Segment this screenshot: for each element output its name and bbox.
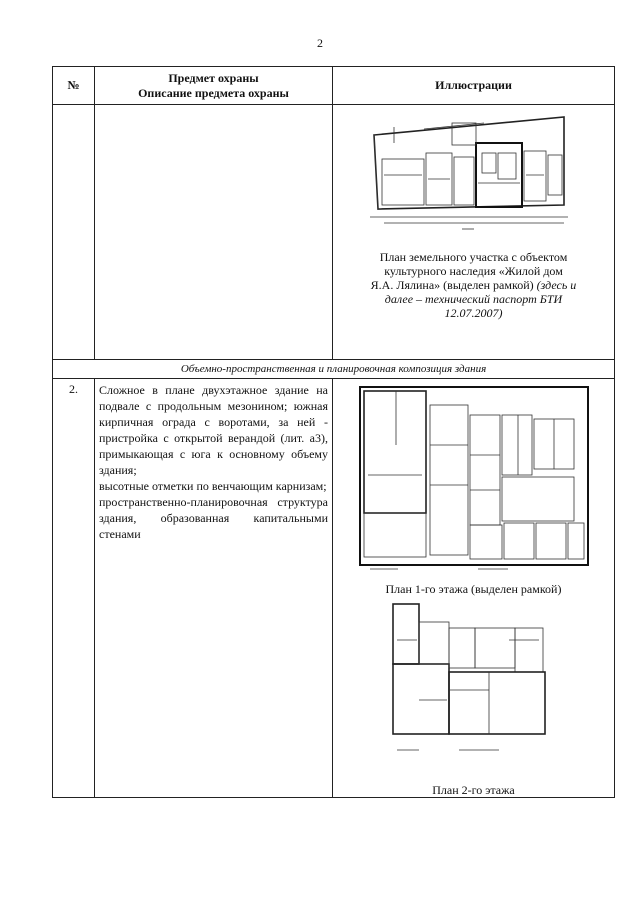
land-plot-caption-line3: Я.А. Лялина» (выделен рамкой) bbox=[370, 278, 534, 292]
row2-description-cell bbox=[95, 379, 333, 798]
first-floor-caption: План 1-го этажа (выделен рамкой) bbox=[385, 582, 562, 596]
row1-description-cell bbox=[95, 105, 333, 360]
second-floor-caption: План 2-го этажа bbox=[432, 783, 515, 797]
page-number: 2 bbox=[317, 36, 323, 50]
table-row bbox=[53, 379, 615, 798]
protection-subject-table bbox=[52, 66, 615, 798]
land-plot-caption-italic2: далее – технический паспорт БТИ bbox=[384, 292, 563, 306]
land-plot-caption-line2: культурного наследия «Жилой дом bbox=[384, 264, 563, 278]
description-paragraph: Сложное в плане двухэтажное здание на подвале с продольным мезонином; южная кирпичная ограда с воротами, за ней - пристройка с открытой верандой (лит. а3), примыкающая с юга к основному объему здания; bbox=[99, 383, 328, 477]
section-title: Объемно-пространственная и планировочная композиция здания bbox=[53, 360, 615, 379]
land-plot-plan-drawing bbox=[364, 113, 584, 239]
row1-illustration-cell bbox=[333, 105, 615, 360]
row2-number: 2. bbox=[53, 379, 95, 798]
land-plot-caption-italic1: (здесь и bbox=[536, 278, 577, 292]
table-row bbox=[53, 105, 615, 360]
header-subject bbox=[95, 67, 333, 105]
header-number: № bbox=[53, 67, 95, 105]
land-plot-caption-italic3: 12.07.2007) bbox=[444, 306, 503, 320]
description-paragraph: высотные отметки по венчающим карнизам; bbox=[99, 479, 327, 493]
table-header-row bbox=[53, 67, 615, 105]
header-subject-line2: Описание предмета охраны bbox=[138, 85, 289, 100]
row1-number-cell bbox=[53, 105, 95, 360]
second-floor-plan-drawing bbox=[389, 600, 559, 776]
land-plot-caption bbox=[333, 250, 614, 320]
first-floor-plan-drawing bbox=[358, 385, 590, 575]
row2-illustration-cell bbox=[333, 379, 615, 798]
land-plot-caption-line1: План земельного участка с объектом bbox=[379, 250, 568, 264]
description-paragraph: пространственно-планировочная структура здания, образованная капитальными стенами bbox=[99, 495, 328, 541]
section-title-row bbox=[53, 360, 615, 379]
header-illustrations: Иллюстрации bbox=[333, 67, 615, 105]
header-subject-line1: Предмет охраны bbox=[168, 70, 259, 85]
